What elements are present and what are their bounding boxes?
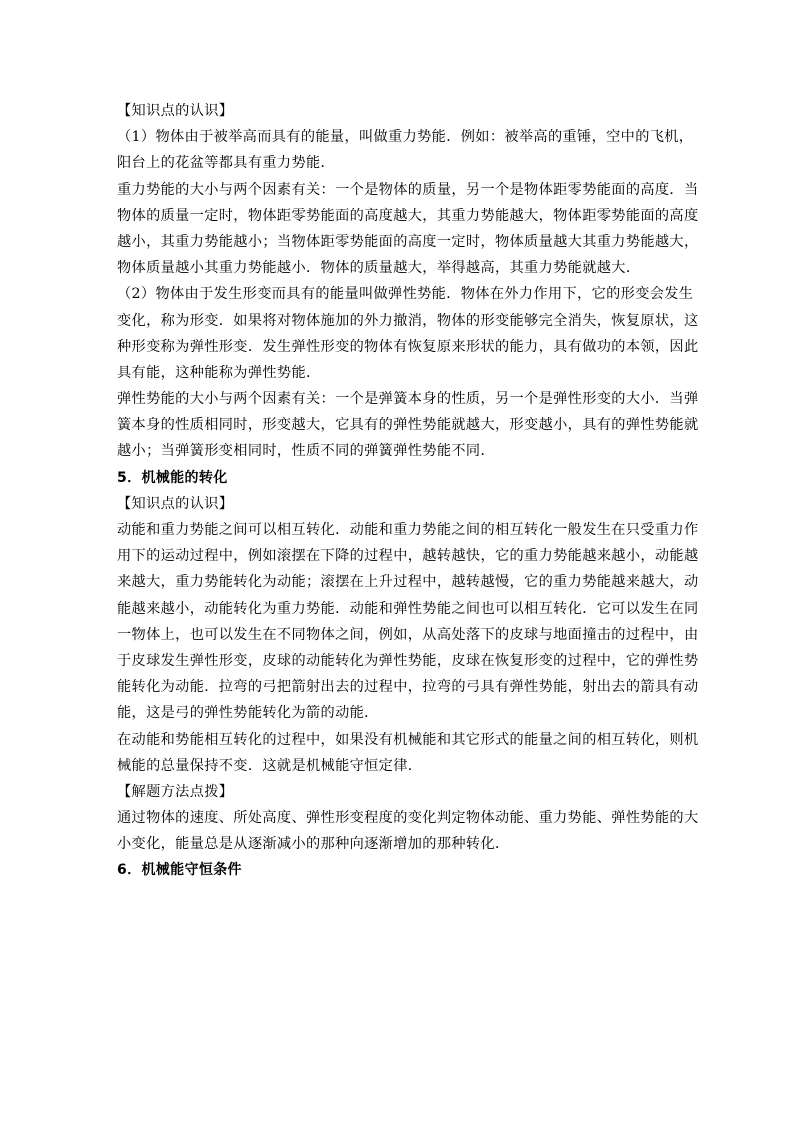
paragraph-line: （2）物体由于发生形变而具有的能量叫做弹性势能．物体在外力作用下，它的形变会发生: [117, 286, 694, 303]
paragraph-line: 来越大，重力势能转化为动能；滚摆在上升过程中，越转越慢，它的重力势能越来越大，动: [117, 574, 699, 591]
paragraph-line: 变化，称为形变．如果将对物体施加的外力撤消，物体的形变能够完全消失，恢复原状，这: [117, 312, 699, 329]
paragraph-line: 用下的运动过程中，例如滚摆在下降的过程中，越转越快，它的重力势能越来越小，动能越: [117, 548, 699, 565]
paragraph-line: 种形变称为弹性形变．发生弹性形变的物体有恢复原来形状的能力，具有做功的本领，因此: [117, 338, 699, 355]
section-heading-5: 5．机械能的转化: [117, 469, 228, 486]
section-heading-6: 6．机械能守恒条件: [117, 862, 242, 879]
paragraph-line: 小变化，能量总是从逐渐减小的那种向逐渐增加的那种转化．: [117, 836, 510, 853]
section-tag-knowledge: 【知识点的认识】: [117, 103, 234, 119]
paragraph-line: 一物体上，也可以发生在不同物体之间，例如，从高处落下的皮球与地面撞击的过程中，由: [117, 626, 699, 643]
paragraph-line: 能越来越小，动能转化为重力势能．动能和弹性势能之间也可以相互转化．它可以发生在同: [117, 600, 699, 617]
paragraph-line: （1）物体由于被举高而具有的能量，叫做重力势能．例如：被举高的重锤，空中的飞机，: [117, 129, 694, 146]
paragraph-line: 阳台上的花盆等都具有重力势能．: [117, 155, 336, 172]
paragraph-line: 在动能和势能相互转化的过程中，如果没有机械能和其它形式的能量之间的相互转化，则机: [117, 731, 699, 748]
paragraph-line: 动能和重力势能之间可以相互转化．动能和重力势能之间的相互转化一般发生在只受重力作: [117, 522, 699, 538]
paragraph-line: 物体质量越小其重力势能越小．物体的质量越大，举得越高，其重力势能就越大．: [117, 260, 641, 277]
paragraph-line: 能，这是弓的弹性势能转化为箭的动能．: [117, 705, 379, 722]
paragraph-line: 物体的质量一定时，物体距零势能面的高度越大，其重力势能越大，物体距零势能面的高度: [117, 207, 699, 224]
paragraph-line: 越小，其重力势能越小；当物体距零势能面的高度一定时，物体质量越大其重力势能越大，: [117, 233, 699, 250]
paragraph-line: 能转化为动能．拉弯的弓把箭射出去的过程中，拉弯的弓具有弹性势能，射出去的箭具有动: [117, 679, 699, 696]
paragraph-line: 械能的总量保持不变．这就是机械能守恒定律．: [117, 757, 423, 774]
section-tag-method: 【解题方法点拨】: [117, 783, 234, 800]
paragraph-line: 重力势能的大小与两个因素有关：一个是物体的质量，另一个是物体距零势能面的高度．当: [117, 181, 699, 198]
paragraph-line: 簧本身的性质相同时，形变越大，它具有的弹性势能就越大，形变越小，具有的弹性势能就: [117, 417, 699, 434]
document-page: [117, 98, 699, 884]
paragraph-line: 具有能，这种能称为弹性势能．: [117, 364, 321, 381]
paragraph-line: 于皮球发生弹性形变，皮球的动能转化为弹性势能，皮球在恢复形变的过程中，它的弹性势: [117, 652, 699, 669]
paragraph-line: 弹性势能的大小与两个因素有关：一个是弹簧本身的性质，另一个是弹性形变的大小．当弹: [117, 391, 699, 408]
section-tag-knowledge: 【知识点的认识】: [117, 495, 234, 512]
paragraph-line: 通过物体的速度、所处高度、弹性形变程度的变化判定物体动能、重力势能、弹性势能的大: [117, 810, 699, 827]
paragraph-line: 越小；当弹簧形变相同时，性质不同的弹簧弹性势能不同．: [117, 443, 495, 460]
